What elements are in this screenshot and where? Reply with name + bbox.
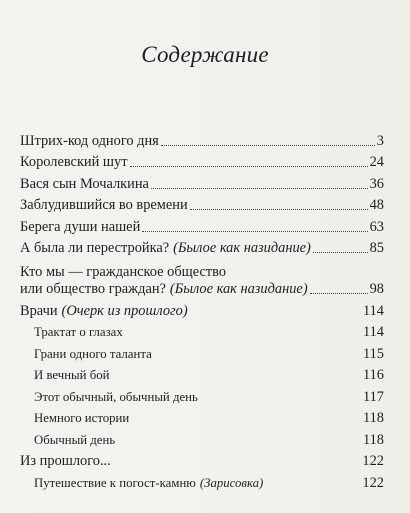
- toc-entry: [20, 257, 384, 298]
- toc-subentry: [20, 406, 384, 428]
- toc-entry-title: Вася сын Мочалкина: [20, 175, 149, 192]
- toc-entry: [20, 298, 384, 320]
- page-title: Содержание: [141, 42, 269, 67]
- toc-entry: [20, 449, 384, 471]
- toc-subentry-title: Грани одного таланта: [34, 346, 152, 361]
- toc-entry: [20, 193, 384, 215]
- toc-subentry: [20, 427, 384, 449]
- toc-entry-page: 85: [369, 240, 384, 256]
- toc-entry-title: А была ли перестройка?: [20, 240, 170, 256]
- toc-subentry: [20, 341, 384, 363]
- toc-entry-title: Штрих-код одного дня: [20, 132, 159, 149]
- dot-leader: [130, 166, 368, 167]
- toc-entry-note: (Былое как назидание): [173, 240, 311, 256]
- toc-entry-page: 48: [369, 197, 384, 213]
- toc-entry-page: 3: [376, 132, 384, 149]
- toc-subentry-page: 116: [362, 367, 384, 383]
- toc-entry-note: (Былое как назидание): [169, 281, 308, 297]
- toc-subentry: [20, 363, 384, 385]
- toc-entry-page: 63: [369, 218, 384, 235]
- toc-subentry-title: Трактат о глазах: [34, 325, 123, 339]
- toc-subentry-page: 117: [362, 388, 384, 405]
- dot-leader: [161, 145, 375, 146]
- toc-entry-page: 114: [362, 302, 384, 319]
- toc-entry-title: Врачи: [20, 302, 58, 319]
- toc-entry-title-line2-wrap: [20, 281, 308, 298]
- toc-subentry-title: И вечный бой: [34, 368, 110, 382]
- toc-entry-note: (Очерк из прошлого): [61, 302, 188, 319]
- toc-subentry-page: 118: [362, 431, 384, 448]
- toc-subentry-page: 118: [362, 410, 384, 426]
- toc-subentry-page: 122: [362, 474, 384, 491]
- toc-subentry-page: 114: [362, 324, 384, 340]
- toc-entry-title: Королевский шут: [20, 154, 128, 170]
- toc-entry: [20, 171, 384, 193]
- toc-entry-page: 98: [369, 281, 384, 297]
- toc-entry: [20, 128, 384, 150]
- toc-entry-title-block: [20, 264, 308, 298]
- toc-subentry: [20, 384, 384, 406]
- dot-leader: [313, 252, 368, 253]
- toc-entry-title: Заблудившийся во времени: [20, 197, 188, 213]
- table-of-contents: [20, 128, 384, 492]
- toc-entry-title: Из прошлого...: [20, 453, 111, 469]
- toc-subentry-title: Обычный день: [34, 432, 116, 447]
- toc-subentry-title: Путешествие к погост-камню: [34, 475, 196, 490]
- dot-leader: [142, 231, 367, 232]
- toc-entry: [20, 214, 384, 236]
- toc-subentry: [20, 320, 384, 342]
- toc-entry-title-line1: Кто мы — гражданское общество: [20, 264, 227, 280]
- dot-leader: [151, 188, 368, 189]
- toc-entry: [20, 150, 384, 172]
- toc-entry-title: Берега души нашей: [20, 218, 141, 235]
- toc-subentry: [20, 470, 384, 492]
- toc-entry-title-line2: или общество граждан?: [20, 281, 166, 297]
- toc-subentry-title: Немного истории: [34, 411, 130, 425]
- toc-entry-page: 122: [362, 453, 384, 469]
- toc-entry-page: 36: [369, 175, 384, 192]
- toc-subentry-title: Этот обычный, обычный день: [34, 389, 198, 404]
- dot-leader: [190, 209, 368, 210]
- toc-entry: [20, 236, 384, 258]
- dot-leader: [310, 293, 368, 294]
- toc-subentry-page: 115: [362, 345, 384, 362]
- toc-subentry-note: (Зарисовка): [199, 475, 264, 490]
- toc-entry-page: 24: [369, 154, 384, 170]
